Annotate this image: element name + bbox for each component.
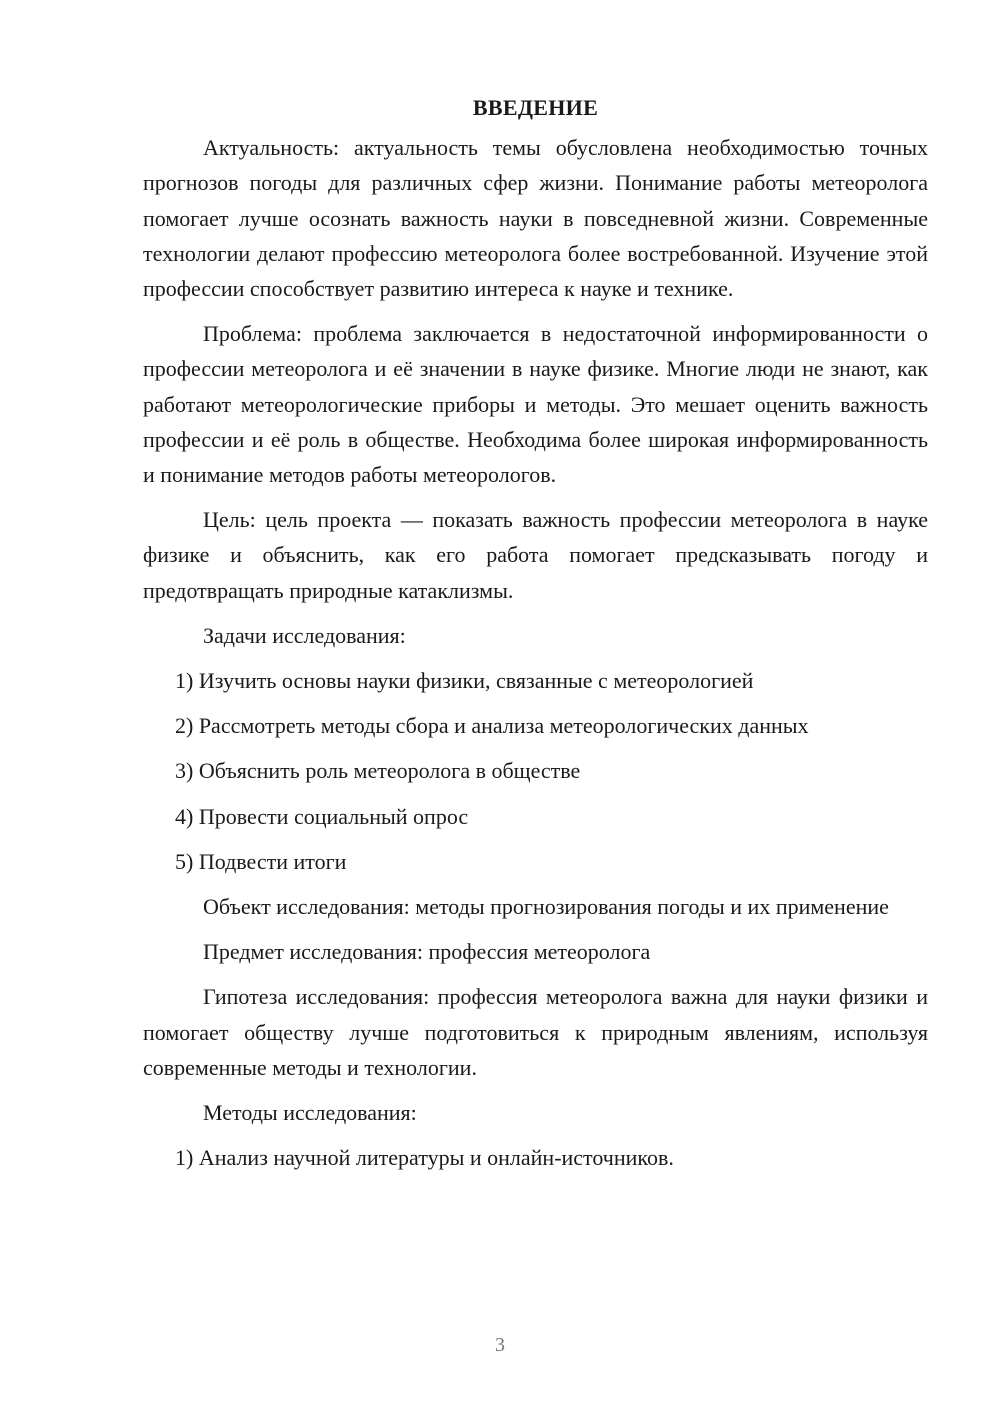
relevance-paragraph: Актуальность: актуальность темы обусловлена необходимостью точных прогнозов погоды для различных сфер жизни. Понимание работы метеоролога помогает лучше осознать важность науки в повседневной жизни. Современные технологии делают профессию метеоролога более востребованной. Изучение этой профессии способствует развитию интереса к науке и технике. [143,135,928,302]
task-item-2: 2) Рассмотреть методы сбора и анализа метеорологических данных [175,713,809,739]
task-item-1: 1) Изучить основы науки физики, связанные с метеорологией [175,668,754,694]
page-content [143,90,928,1185]
task-item-3: 3) Объяснить роль метеоролога в обществе [175,758,581,784]
hypothesis-paragraph: Гипотеза исследования: профессия метеоролога важна для науки физики и помогает обществу лучше подготовиться к природным явлениям, используя современные методы и технологии. [143,984,928,1080]
goal-paragraph: Цель: цель проекта — показать важность профессии метеоролога в науке физике и объяснить, как его работа помогает предсказывать погоду и предотвращать природные катаклизмы. [143,507,928,603]
methods-heading: Методы исследования: [203,1100,417,1126]
tasks-heading: Задачи исследования: [203,622,406,648]
task-item-5: 5) Подвести итоги [175,848,347,874]
page-number: 3 [495,1334,505,1356]
object-paragraph: Объект исследования: методы прогнозирования погоды и их применение [203,894,889,920]
subject-paragraph: Предмет исследования: профессия метеоролога [203,939,651,965]
task-item-4: 4) Провести социальный опрос [175,803,469,829]
method-item-1: 1) Анализ научной литературы и онлайн-источников. [175,1145,674,1171]
problem-paragraph: Проблема: проблема заключается в недостаточной информированности о профессии метеоролога и её значении в науке физике. Многие люди не знают, как работают метеорологические приборы и методы. Это мешает оценить важность профессии и её роль в обществе. Необходима более широкая информированность и понимание методов работы метеорологов. [143,321,928,488]
section-heading: ВВЕДЕНИЕ [472,95,599,120]
